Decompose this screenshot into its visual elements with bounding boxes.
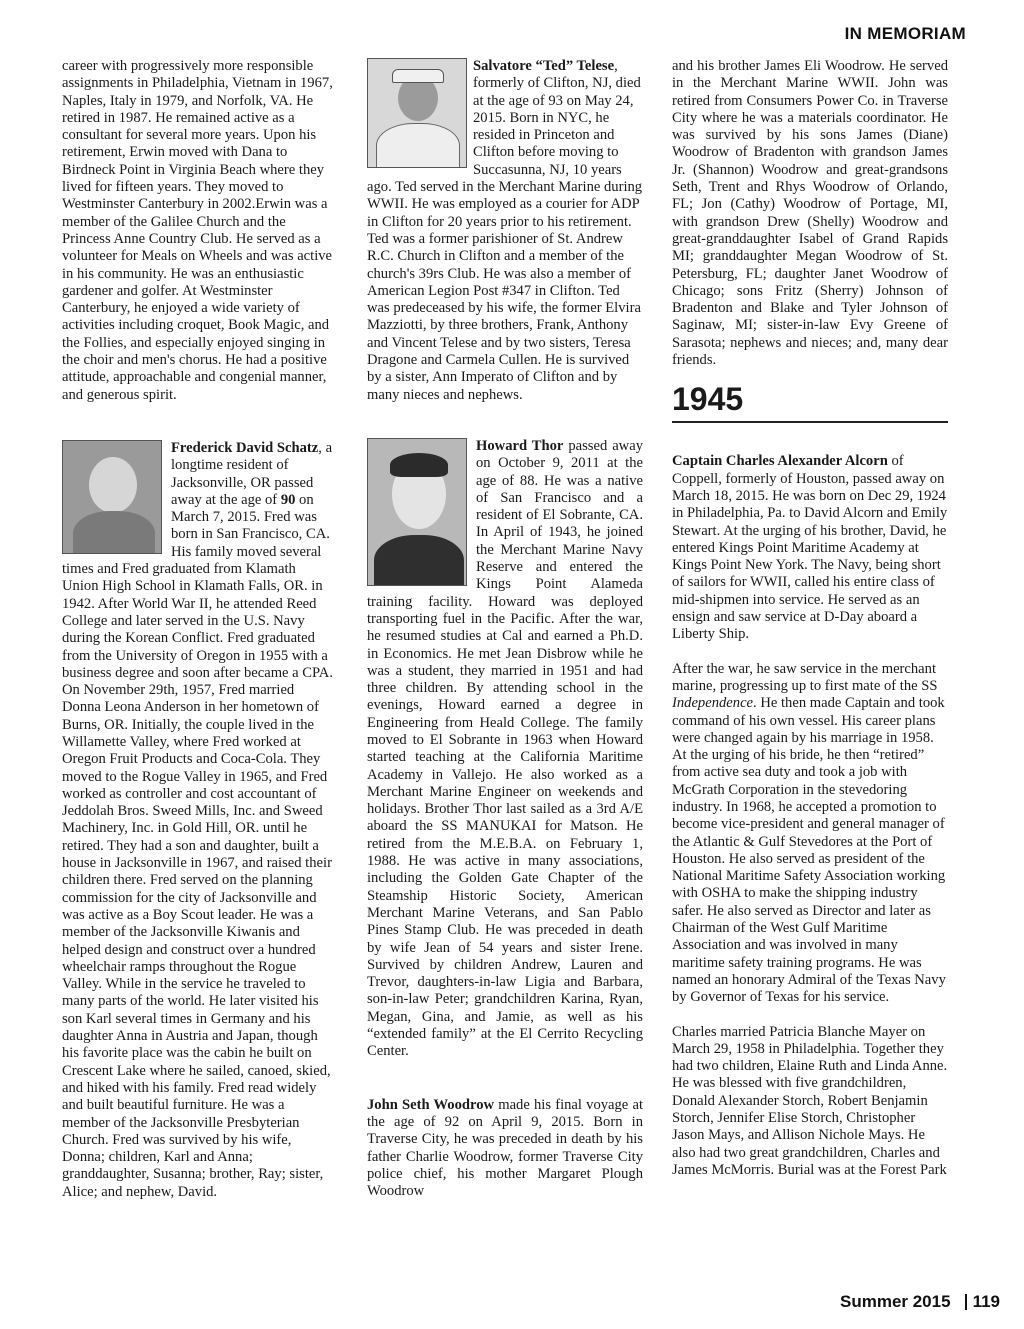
obituary-alcorn [672, 453, 948, 1179]
obituary-telese [367, 58, 643, 404]
page-footer [840, 1292, 1000, 1312]
issue-label: Summer 2015 [839, 1292, 951, 1311]
portrait-schatz-photo [62, 440, 162, 554]
obituary-age: 90 [280, 491, 296, 508]
column-2 [367, 58, 643, 1200]
ship-name: Independence [672, 695, 754, 712]
column-1 [62, 58, 334, 1201]
section-title: IN MEMORIAM [844, 24, 966, 43]
obituary-text: passed away on October 9, 2011 at the age of 88. He was a native of San Francisco and a resident of El Sobrante, CA. In April of 1943, he joined the Merchant Marine Navy Reserve and entered the Kings Point Alameda training facility. Howard was deployed transporting fuel in the Pacific. After the war, he resumed studies at Cal and earned a Ph.D. in Economics. He met Jean Disbrow while he was a student, they married in 1951 and had three children. By attending school in the evenings, Howard earned a degree in Engineering from Heald College. The family moved to El Sobrante in 1963 when Howard started teaching at the California Maritime Academy in Vallejo. He also worked as a Merchant Marine Engineer on weekends and holidays. Brother Thor last sailed as a 3rd A/E aboard the SS MANUKAI for Matson. He retired from the M.E.B.A. on February 1, 1988. He was active in many associations, including the Golden Gate Chapter of the Steamship Historic Society, American Merchant Marine Veterans, and San Pablo Pines Stamp Club. He was preceded in death by wife Jean of 54 years and sister Irene. Survived by children Andrew, Lauren and Trevor, daughters-in-law Ligia and Barbara, son-in-law Peter; grandchildren Karina, Ryan, Megan, Gina, and Jamie, as well as his “extended family” at the El Cerrito Recycling Center. [367, 437, 643, 1060]
obituary-woodrow-continued: and his brother James Eli Woodrow. He served in the Merchant Marine WWII. John was retired from Consumers Power Co. in Traverse City where he was a materials coordinator. He was survived by his sons James (Diane) Woodrow of Bradenton with grandson James Jr. (Shannon) Woodrow and great-grandsons Seth, Trent and Rhys Woodrow of Orlando, FL; Jon (Cathy) Woodrow of Portage, MI, with grandson Drew (Shelly) Woodrow and great-granddaughter Isabel of Grand Rapids MI; granddaughter Megan Woodrow of St. Petersburg, FL; daughter Janet Woodrow of Chicago; sons Fritz (Sherry) Johnson of Bradenton and Blake and Tyler Johnson of Saginaw, MI; sister-in-law Evy Greene of Sarasota; nephews and nieces; and, many dear friends. [672, 58, 948, 369]
obituary-woodrow [367, 1097, 643, 1201]
obituary-text: on March 7, 2015. Fred was born in San Francisco, CA. His family moved several times and Fred graduated from Klamath Union High School in Klamath Falls, OR. in 1942. After World War II, he attended Reed College and later served in the U.S. Navy during the Korean Conflict. Fred graduated from the University of Oregon in 1955 with a business degree and soon after became a CPA. On November 29th, 1957, Fred married Donna Leona Anderson in her hometown of Burns, OR. Initially, the couple lived in the Willamette Valley, where Fred worked at Oregon Fruit Products and Coca-Cola. They moved to the Rogue Valley in 1965, and Fred worked as controller and cost accountant of Jeddolah Bros. Sweed Mills, Inc. and Sweed Machinery, Inc. in Gold Hill, OR. until he retired. They had a son and daughter, built a house in Jacksonville in 1967, and raised their children there. Fred served on the planning commission for the city of Jacksonville and was active as a Boy Scout leader. He was a member of the Jacksonville Kiwanis and helped design and construct over a hundred wheelchair ramps throughout the Rogue Valley. While in the service he traveled to many parts of the world. He later visited his son Karl several times in Germany and his daughter Anna in Austria and Japan, though his favorite place was the cabin he built on Crescent Lake where he sailed, canoed, skied, and hiked with his family. Fred read widely and built beautiful furniture. He was a member of the Jacksonville Presbyterian Church. Fred was survived by his wife, Donna; children, Karl and Anna; granddaughter, Susanna; brother, Ray; sister, Alice; and nephew, David. [62, 491, 333, 1200]
obituary-name: Captain Charles Alexander Alcorn [672, 453, 888, 470]
obituary-text: , a longtime resident of Jacksonville, OR passed away at the age of [171, 439, 333, 508]
obituary-name: Salvatore “Ted” Telese [473, 58, 615, 74]
obituary-text: made his final voyage at the age of 92 on April 9, 2015. Born in Traverse City, he was preceded in death by his father Charlie Woodrow, former Traverse City police chief, his mother Margaret Plough Woodrow [367, 1096, 643, 1200]
year-heading: 1945 [672, 381, 948, 423]
obituary-erwin-continued: career with progressively more responsible assignments in Philadelphia, Vietnam in 1967, Naples, Italy in 1979, and Norfolk, VA. He retired in 1987. He remained active as a consultant for several more years. Upon his retirement, Erwin moved with Dana to Birdneck Point in Virginia Beach where they lived for fifteen years. They moved to Westminster Canterbury in 2002.Erwin was a member of the Galilee Church and the Princess Anne Country Club. He served as a volunteer for Meals on Wheels and was active in his community. He was an enthusiastic gardener and golfer. At Westminster Canterbury, he enjoyed a wide variety of activities including croquet, Book Magic, and the Follies, and especially enjoyed singing in the choir and men's chorus. He had a positive attitude, approachable and congenial manner, and generous spirit. [62, 58, 333, 403]
obituary-text: After the war, he saw service in the merchant marine, progressing up to first mate of the SS [672, 660, 938, 694]
portrait-telese-photo [367, 58, 467, 168]
obituary-schatz [62, 440, 334, 1201]
obituary-text: , formerly of Clifton, NJ, died at the age of 93 on May 24, 2015. Born in NYC, he resided in Princeton and Clifton before moving to Succasunna, NJ, 10 years ago. Ted served in the Merchant Marine during WWII. He was employed as a courier for ADP in Clifton for 20 years prior to his retirement. Ted was a former parishioner of St. Andrew R.C. Church in Clifton and a member of the church's 39rs Club. He was also a member of American Legion Post #347 in Clifton. Ted was predeceased by his wife, the former Elvira Mazziotti, by three brothers, Frank, Anthony and Vincent Telese and by two sisters, Teresa Dragone and Carmela Cullen. He is survived by a sister, Ann Imperato of Clifton and by many nieces and nephews. [367, 58, 643, 403]
column-3 [672, 58, 948, 1179]
footer-divider [965, 1294, 967, 1310]
portrait-thor-photo [367, 438, 467, 586]
page-number: 119 [972, 1292, 1000, 1311]
obituary-name: Howard Thor [476, 437, 564, 454]
obituary-thor [367, 438, 643, 1061]
obituary-name: John Seth Woodrow [367, 1096, 495, 1113]
obituary-text: . He then made Captain and took command of his own vessel. His career plans were changed again by his marriage in 1958. At the urging of his bride, he then “retired” from active sea duty and took a job with McGrath Corporation in the stevedoring industry. In 1968, he accepted a promotion to become vice-president and general manager of the Atlantic & Gulf Stevedores at the Port of Houston. He also served as president of the National Maritime Safety Association working with OSHA to make the shipping industry safer. He also served as Director and later as Chairman of the West Gulf Maritime Association and was involved in many maritime safety training programs. He was named an honorary Admiral of the Texas Navy by Governor of Texas for his service. [672, 695, 946, 1006]
obituary-text: of Coppell, formerly of Houston, passed away on March 18, 2015. He was born on Dec 29, 1924 in Philadelphia, Pa. to David Alcorn and Emily Stewart. At the urging of his brother, David, he entered Kings Point Maritime Academy at Kings Point New York. The Navy, being short of sailors for WWII, called his entire class of mid-shipmen into service. He served as an ensign and saw service at D-Day aboard a Liberty Ship. [672, 453, 948, 643]
obituary-text: Charles married Patricia Blanche Mayer on March 29, 1958 in Philadelphia. Together they had two children, Elaine Ruth and Linda Anne. He was blessed with five grandchildren, Donald Alexander Storch, Robert Benjamin Storch, Jennifer Elise Storch, Christopher Jason Mays, and Allison Nichole Mays. He also had two great grandchildren, Charles and James McMorris. Burial was at the Forest Park [672, 1023, 948, 1178]
obituary-name: Frederick David Schatz [171, 439, 319, 456]
